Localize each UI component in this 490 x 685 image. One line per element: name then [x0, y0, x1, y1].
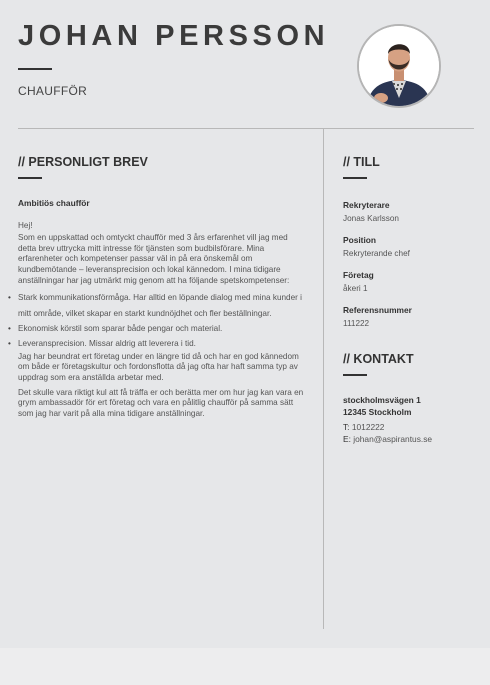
letter-heading-underline: [18, 177, 42, 179]
contact-heading: // KONTAKT: [343, 352, 414, 366]
email-label: E:: [343, 433, 351, 444]
contact-email-row: [343, 434, 473, 446]
phone-value: 1012222: [351, 422, 385, 432]
phone-label: T:: [343, 422, 350, 432]
letter-paragraph: Det skulle vara riktigt kul att få träffa er och berätta mer om hur jag kan vara en grym ambassadör för ert företag och vara en pålitlig chaufför på samma sätt som jag har varit på alla mina tidigare anställningar.: [18, 387, 304, 418]
recipient-block: [343, 200, 473, 340]
position-label: Position: [343, 235, 377, 245]
contact-heading-underline: [343, 374, 367, 376]
contact-city: 12345 Stockholm: [343, 406, 412, 417]
letter-body: [18, 198, 304, 423]
name-underline: [18, 68, 52, 70]
reference-label: Referensnummer: [343, 305, 412, 315]
letter-paragraph: Jag har beundrat ert företag under en längre tid då och har en god kännedom om både er företagskultur och fordonsflotta då jag ofta har haft samma typ av uppdrag som era anställda arbetar med.: [18, 351, 299, 382]
header-divider: [18, 128, 474, 129]
column-divider: [323, 129, 324, 629]
list-item: • Leveransprecision. Missar aldrig att leverera i tid.: [18, 339, 304, 350]
skills-list: [18, 290, 304, 350]
contact-address: [343, 395, 473, 418]
contact-street: stockholmsvägen 1: [343, 395, 421, 405]
recruiter-value: Jonas Karlsson: [343, 214, 399, 223]
reference-value: 111222: [343, 319, 370, 328]
contact-phone-row: [343, 422, 473, 434]
contact-block: [343, 395, 473, 445]
company-label: Företag: [343, 270, 374, 280]
letter-heading: // PERSONLIGT BREV: [18, 155, 148, 169]
letter-subject: Ambitiös chaufför: [18, 198, 90, 208]
person-portrait-icon: [359, 26, 439, 106]
applicant-name: JOHAN PERSSON: [18, 20, 330, 52]
list-item: • Ekonomisk körstil som sparar både pengar och material.: [18, 324, 304, 335]
profile-photo: [357, 24, 441, 108]
letter-intro: Som en uppskattad och omtyckt chaufför med 3 års erfarenhet vill jag med detta brev uttrycka mitt intresse för tjänsten som budbilsförare. Mina erfarenheter och kompetenser passar väl in på era önskemål om kundbemötande – leveransprecision och lokal kännedom. I mina tidigare anställningar har jag utmärkt mig genom att ha följande spetskompetenser:: [18, 233, 290, 285]
email-link[interactable]: johan@aspirantus.se: [353, 433, 433, 444]
job-title: CHAUFFÖR: [18, 84, 88, 98]
recipient-heading: // TILL: [343, 155, 380, 169]
list-item: • Stark kommunikationsförmåga. Har alltid en löpande dialog med mina kunder i mitt område, vilket skapar en starkt kundnöjdhet och fler beställningar.: [18, 290, 304, 322]
recruiter-label: Rekryterare: [343, 200, 390, 210]
position-value: Rekryterande chef: [343, 249, 410, 258]
recipient-heading-underline: [343, 177, 367, 179]
page-footer-band: [0, 648, 490, 685]
letter-greeting: Hej!: [18, 220, 33, 230]
company-value: åkeri 1: [343, 284, 368, 293]
